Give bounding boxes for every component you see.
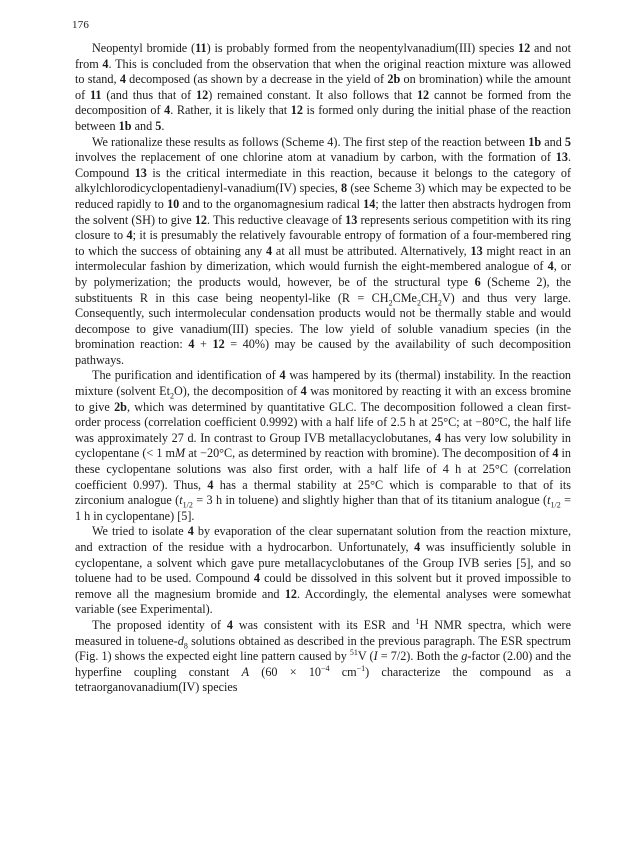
paragraph: The purification and identification of 4 was hampered by its (thermal) instability. In the reaction mixture (solvent $Et_2O$), the decomposition of 4 was monitored by reacting it with an excess bromine to give 2b, which was determined by quantitative GLC. The decomposition followed a clean first-order process (correlation coefficient 0.9992) with a half life of 2.5 h at 25°C; at −80°C, the half life was approximately 27 d. In contrast to Group IVB metallacyclobutanes, 4 has very low solubility in cyclopentane (< 1 mM at −20°C, as determined by reaction with bromine). The decomposition of 4 in these cyclopentane solutions was also first order, with a half life of 4 h at 25°C (correlation coefficient 0.997). Thus, 4 has a thermal stability at 25°C which is comparable to that of its zirconium analogue ($t_{1/2} = 3$ h in toluene) and slightly higher than that of its titanium analogue ($t_{1/2} = 1$ h in cyclopentane) [5]. — [75, 368, 572, 523]
body-text — [75, 41, 571, 696]
paragraph: Neopentyl bromide (11) is probably formed from the neopentylvanadium(III) species 12 and not from 4. This is concluded from the observation that when the original reaction mixture was allowed to stand, 4 decomposed (as shown by a decrease in the yield of 2b on bromination) while the amount of 11 (and thus that of 12) remained constant. It also follows that 12 cannot be formed from the decomposition of 4. Rather, it is likely that 12 is formed only during the initial phase of the reaction between 1b and 5. — [75, 41, 572, 133]
paragraph: The proposed identity of 4 was consistent with its ESR and $^1$H NMR spectra, which were measured in toluene-$d_8$ solutions obtained as described in the previous paragraph. The ESR spectrum (Fig. 1) shows the expected eight line pattern caused by $^{51}$V (I = 7/2). Both the g-factor (2.00) and the hyperfine coupling constant A ($60 \times 10^{-4}$ $cm^{-1}$) characterize the compound as a tetraorganovanadium(IV) species — [75, 616, 572, 695]
paragraph: We tried to isolate 4 by evaporation of the clear supernatant solution from the reaction mixture, and extraction of the residue with a hydrocarbon. Unfortunately, 4 was insufficiently soluble in cyclopentane, a solvent which gave pure metallacyclobutanes of the Group IVB series [5], and so toluene had to be used. Compound 4 could be dissolved in this solvent but it proved impossible to remove all the magnesium bromide and 12. Accordingly, the elemental analyses were somewhat variable (see Experimental). — [75, 524, 571, 617]
paragraph: We rationalize these results as follows (Scheme 4). The first step of the reaction between 1b and 5 involves the replacement of one chlorine atom at vanadium by carbon, with the formation of 13. Compound 13 is the critical intermediate in this reaction, because it belongs to the category of alkylchlorodicyclopentadienyl-vanadium(IV) species, 8 (see Scheme 3) which may be expected to be reduced rapidly to 10 and to the organomagnesium radical 14; the latter then abstracts hydrogen from the solvent (SH) to give 12. This reductive cleavage of 13 represents serious competition with its ring closure to 4; it is presumably the relatively favourable entropy of formation of a four-membered ring to which the success of obtaining any 4 at all must be attributed. Alternatively, 13 might react in an intermolecular fashion by dimerization, which would furnish the eight-membered analogue of 4, or by polymerization; the products would, however, be of the structural type 6 (Scheme 2), the substituents R in this case being neopentyl-like $(R = CH_2CMe_2CH_2V)$ and thus very large. Consequently, such intermolecular condensation products would not be thermally stable and would decompose to give vanadium(III) species. The low yield of soluble vanadium species (in the bromination reaction: 4 + 12 = 40%) may be caused by the availability of such decomposition pathways. — [75, 134, 572, 367]
page-number: 176 — [72, 19, 90, 31]
